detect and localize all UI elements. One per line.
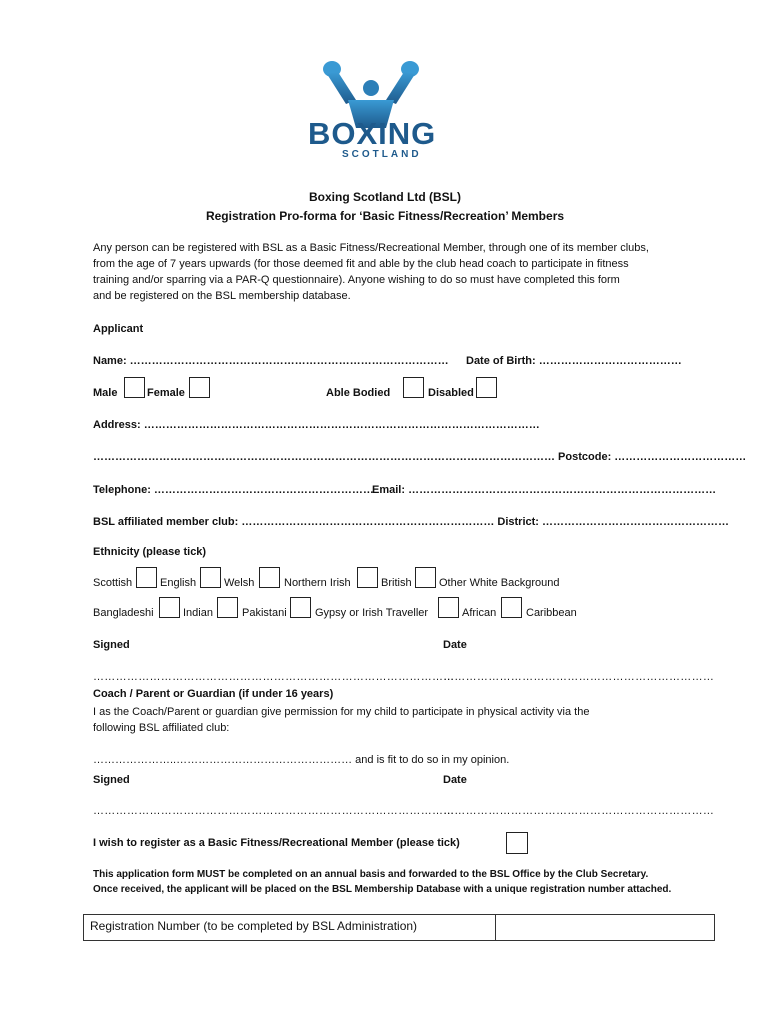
ethnicity-option-label: Northern Irish [284, 577, 351, 589]
club-district-field[interactable]: BSL affiliated member club: …………………………………………………………… District: …………………………………………… [93, 516, 730, 528]
ethnicity-option-label: English [160, 577, 197, 589]
guardian-date-label: Date [443, 774, 467, 786]
able-bodied-label: Able Bodied [326, 387, 391, 399]
intro-line-1: Any person can be registered with BSL as a Basic Fitness/Recreational Member, through one of its member clubs, [93, 242, 649, 254]
dob-field[interactable]: Date of Birth: ………………………………… [466, 355, 682, 367]
date-line[interactable]: ……………………………………………………………… [443, 671, 715, 683]
name-field[interactable]: Name: …………………………………………………………………………… [93, 355, 449, 367]
ethnicity-option-label: British [381, 577, 412, 589]
intro-line-3: training and/or sparring via a PAR-Q questionnaire). Anyone wishing to do so must have completed this form [93, 274, 620, 286]
page-title: Boxing Scotland Ltd (BSL) [309, 190, 461, 204]
intro-line-2: from the age of 7 years upwards (for those deemed fit and able by the club head coach to participate in fitness [93, 258, 629, 270]
disabled-label: Disabled [428, 387, 474, 399]
ethnicity-african-checkbox[interactable] [501, 597, 522, 618]
registration-number-label-cell [84, 915, 496, 940]
male-label: Male [93, 387, 118, 399]
intro-line-4: and be registered on the BSL membership database. [93, 290, 351, 302]
registration-number-table [83, 914, 715, 941]
ethnicity-option-label: Gypsy or Irish Traveller [315, 607, 429, 619]
ethnicity-pakistani-checkbox[interactable] [290, 597, 311, 618]
ethnicity-option-label: Caribbean [526, 607, 577, 619]
ethnicity-option-label: Indian [183, 607, 213, 619]
page-subtitle: Registration Pro-forma for ‘Basic Fitness/Recreation’ Members [205, 209, 565, 223]
ethnicity-option-label: African [462, 607, 497, 619]
guardian-heading: Coach / Parent or Guardian (if under 16 years) [93, 688, 334, 700]
able-bodied-checkbox[interactable] [403, 377, 424, 398]
notice-line-1: This application form MUST be completed on an annual basis and forwarded to the BSL Office by the Club Secretary. [93, 869, 649, 880]
ethnicity-scottish-checkbox[interactable] [136, 567, 157, 588]
female-label: Female [147, 387, 185, 399]
ethnicity-welsh-checkbox[interactable] [259, 567, 280, 588]
disabled-checkbox[interactable] [476, 377, 497, 398]
ethnicity-english-checkbox[interactable] [200, 567, 221, 588]
guardian-signed-label: Signed [93, 774, 130, 786]
ethnicity-option-label: Scottish [93, 577, 133, 589]
email-field[interactable]: Email: ………………………………………………………………………… [372, 484, 717, 496]
ethnicity-indian-checkbox[interactable] [217, 597, 238, 618]
ethnicity-british-checkbox[interactable] [415, 567, 436, 588]
male-checkbox[interactable] [124, 377, 145, 398]
applicant-heading: Applicant [93, 323, 144, 335]
guardian-club-field[interactable]: …………………..………………………………………… and is fit to do so in my opinion. [93, 754, 510, 766]
ethnicity-heading: Ethnicity (please tick) [93, 546, 207, 558]
registration-number-value-cell[interactable] [496, 915, 714, 940]
ethnicity-gypsy-traveller-checkbox[interactable] [438, 597, 459, 618]
telephone-field[interactable]: Telephone: …………………………………………………… [93, 484, 374, 496]
guardian-date-line[interactable]: ……………………………………………………………… [443, 805, 715, 817]
signature-line[interactable]: …………………………………………………………………………………… [93, 671, 455, 683]
address-field[interactable]: Address: ……………………………………………………………………………………………… [93, 419, 540, 431]
ethnicity-option-label: Other White Background [439, 577, 560, 589]
female-checkbox[interactable] [189, 377, 210, 398]
ethnicity-option-label: Pakistani [242, 607, 287, 619]
registration-number-label: Registration Number (to be completed by BSL Administration) [90, 919, 418, 933]
register-checkbox[interactable] [506, 832, 528, 854]
logo-sub-text: SCOTLAND [342, 149, 422, 160]
guardian-text-1: I as the Coach/Parent or guardian give permission for my child to participate in physical activity via the [93, 706, 590, 718]
date-label: Date [443, 639, 467, 651]
notice-line-2: Once received, the applicant will be placed on the BSL Membership Database with a unique registration number attached. [93, 884, 672, 895]
signed-label: Signed [93, 639, 130, 651]
logo-brand-text: BOXING [308, 116, 437, 151]
ethnicity-option-label: Bangladeshi [93, 607, 154, 619]
guardian-text-2: following BSL affiliated club: [93, 722, 230, 734]
guardian-signature-line[interactable]: …………………………………………………………………………………… [93, 805, 455, 817]
ethnicity-bangladeshi-checkbox[interactable] [159, 597, 180, 618]
ethnicity-option-label: Welsh [224, 577, 255, 589]
register-label: I wish to register as a Basic Fitness/Recreational Member (please tick) [93, 837, 460, 849]
postcode-field[interactable]: ……………………………………………………………………………………………………………… Postcode: ……………………………… [93, 451, 747, 463]
ethnicity-northern-irish-checkbox[interactable] [357, 567, 378, 588]
